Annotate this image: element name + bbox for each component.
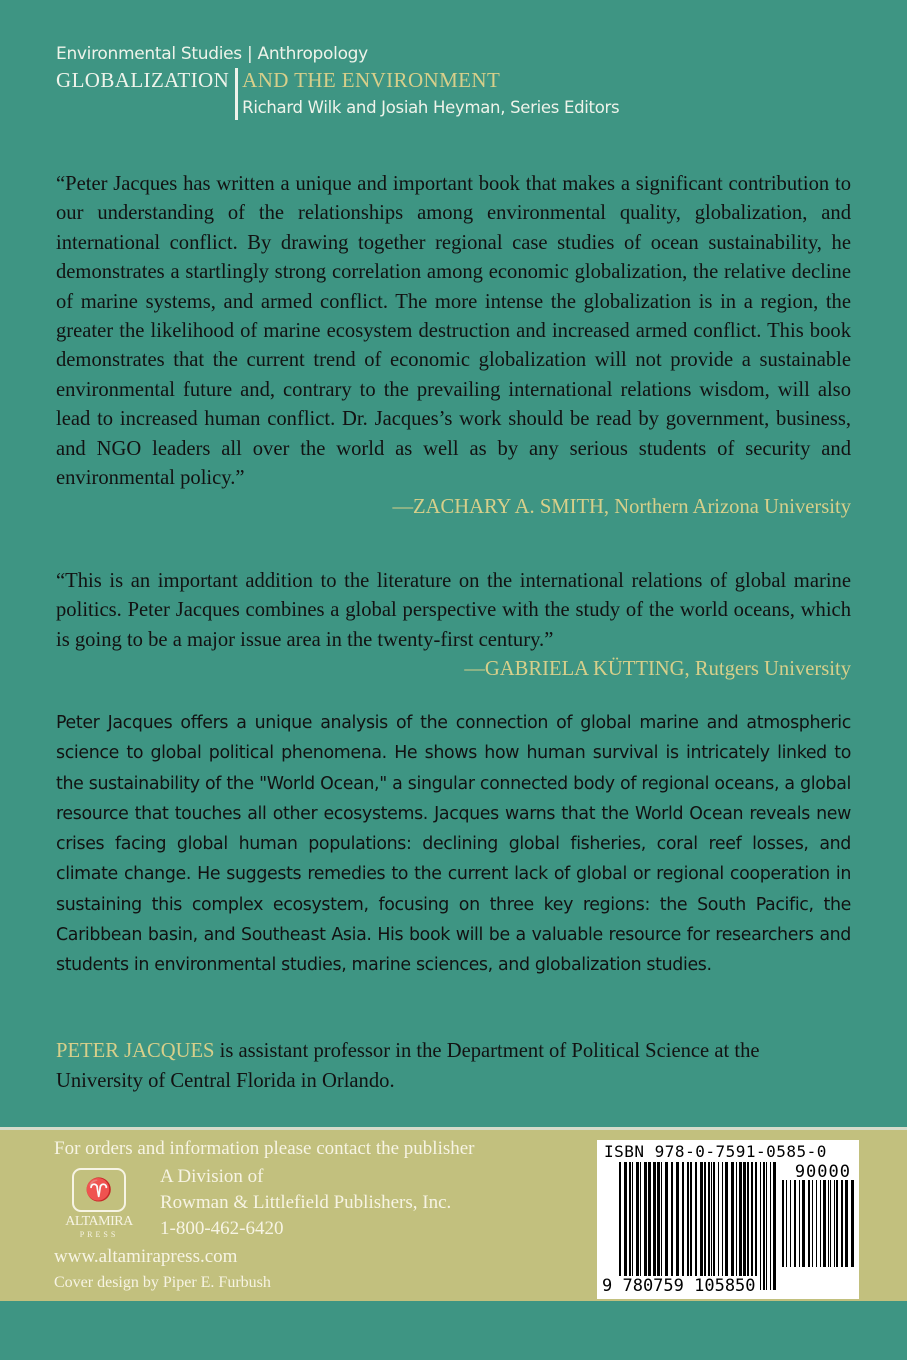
barcode-bar: [820, 1180, 821, 1267]
ean-number: 9 780759 105850: [602, 1276, 756, 1296]
barcode-bar: [648, 1162, 651, 1290]
barcode-bar: [640, 1162, 641, 1290]
barcode-bar: [808, 1180, 810, 1267]
barcode-bar: [799, 1180, 800, 1267]
phone-number: 1-800-462-6420: [160, 1218, 284, 1239]
barcode-bar: [711, 1162, 712, 1290]
barcode-bar: [687, 1162, 689, 1290]
series-title-part2: AND THE ENVIRONMENT: [242, 68, 501, 92]
barcode-bar: [751, 1162, 753, 1290]
barcode-bar: [708, 1162, 710, 1290]
website-link[interactable]: www.altamirapress.com: [54, 1246, 238, 1267]
barcode-bar: [786, 1180, 787, 1267]
endorsement-attribution: —GABRIELA KÜTTING, Rutgers University: [464, 658, 851, 681]
parent-publisher: Rowman & Littlefield Publishers, Inc.: [160, 1192, 452, 1213]
barcode-bar: [747, 1162, 749, 1290]
barcode-bar: [794, 1180, 796, 1267]
price-code: 90000: [794, 1162, 851, 1182]
barcode-bar: [695, 1162, 697, 1290]
isbn-barcode: [597, 1140, 859, 1299]
barcode-bar: [690, 1162, 692, 1290]
division-line: A Division of: [160, 1166, 264, 1187]
barcode-bar: [841, 1180, 843, 1267]
barcode-bar: [736, 1162, 737, 1290]
barcode-bar: [760, 1162, 761, 1290]
barcode-bar: [722, 1162, 723, 1290]
barcode-bar: [845, 1180, 848, 1267]
barcode-bar: [725, 1162, 728, 1290]
barcode-bar: [830, 1180, 831, 1267]
series-header: [56, 44, 619, 120]
barcode-bar: [653, 1162, 656, 1290]
barcode-bar: [700, 1162, 703, 1290]
altamira-logo: [54, 1168, 144, 1240]
barcode-bar: [665, 1162, 668, 1290]
endorsement-1: [56, 170, 851, 523]
barcode-bar: [836, 1180, 838, 1267]
barcode-bar: [802, 1180, 805, 1267]
barcode-bar: [823, 1180, 826, 1267]
logo-name: ALTAMIRA: [65, 1214, 133, 1229]
barcode-bar: [661, 1162, 662, 1290]
barcode-bar: [713, 1162, 715, 1290]
author-bio-text: is assistant professor in the Department of Political Science at the University of Central Florida in Orlando.: [56, 1040, 760, 1092]
logo-sub: PRESS: [79, 1230, 119, 1239]
barcode-bar: [834, 1180, 835, 1267]
barcode-bar: [743, 1162, 746, 1290]
barcode-bar: [632, 1162, 633, 1290]
barcode-bar: [812, 1180, 813, 1267]
endorsement-quote: “Peter Jacques has written a unique and important book that makes a significant contribution to our understanding of the relationships among environmental quality, globalization, and international conflict. By drawing together regional case studies of ocean sustainability, he demonstrates a startlingly strong correlation among economic globalization, the relative decline of marine systems, and armed conflict. The more intense the globalization is in a region, the greater the likelihood of marine ecosystem destruction and increased armed conflict. This book demonstrates that the current trend of economic globalization will not provide a sustainable environmental future and, contrary to the prevailing international relations wisdom, will also lead to increased human conflict. Dr. Jacques’s work should be read by government, business, and NGO leaders all over the world as well as by any serious students of security and environmental policy.”: [56, 173, 851, 490]
barcode-bar: [657, 1162, 660, 1290]
endorsement-attribution: —ZACHARY A. SMITH, Northern Arizona University: [392, 496, 851, 519]
barcode-bar: [851, 1180, 854, 1267]
barcode-bar: [816, 1180, 817, 1267]
barcode-bar: [636, 1162, 639, 1290]
endorsement-2: [56, 567, 851, 685]
barcode-bar: [763, 1162, 765, 1290]
barcode-bar: [782, 1180, 784, 1267]
barcode-bar: [731, 1162, 734, 1290]
barcode-bar: [629, 1162, 631, 1290]
isbn-label: ISBN 978-0-7591-0585-0: [604, 1142, 827, 1161]
barcode-bar: [773, 1162, 776, 1290]
barcode-bar: [755, 1162, 757, 1290]
barcode-bar: [828, 1180, 829, 1267]
barcode-bar: [671, 1162, 673, 1290]
barcode-bar: [619, 1162, 621, 1290]
series-editors: Richard Wilk and Josiah Heyman, Series Editors: [242, 98, 620, 117]
barcode-bar: [739, 1162, 742, 1290]
barcode-bar: [766, 1162, 767, 1290]
author-bio: [56, 1036, 851, 1096]
author-name: PETER JACQUES: [56, 1040, 215, 1062]
barcode-bar: [624, 1162, 627, 1290]
divider-rule: [235, 68, 238, 120]
endorsement-quote: “This is an important addition to the literature on the international relations of global marine politics. Peter Jacques combines a global perspective with the study of the world oceans, which is going to be a major issue area in the twenty-first century.”: [56, 570, 851, 651]
barcode-bar: [770, 1162, 771, 1290]
barcode-bar: [704, 1162, 706, 1290]
barcode-bar: [682, 1162, 684, 1290]
contact-line: For orders and information please contact the publisher: [54, 1138, 475, 1159]
category-label: Environmental Studies | Anthropology: [56, 44, 368, 64]
book-description: Peter Jacques offers a unique analysis of the connection of global marine and atmospheric science to global political phenomena. He shows how human survival is intricately linked to the sustainability of the "World Ocean," a singular connected body of regional oceans, a global resource that touches all other ecosystems. Jacques warns that the World Ocean reveals new crises facing global human populations: declining global fisheries, coral reef losses, and climate change. He suggests remedies to the current lack of global or regional cooperation in sustaining this complex ecosystem, focusing on three key regions: the South Pacific, the Caribbean basin, and Southeast Asia. His book will be a valuable resource for researchers and students in environmental studies, marine sciences, and globalization studies.: [56, 713, 851, 976]
barcode-bar: [718, 1162, 719, 1290]
barcode-bar: [790, 1180, 791, 1267]
barcode-bar: [644, 1162, 647, 1290]
barcode-bar: [676, 1162, 679, 1290]
cover-credit: Cover design by Piper E. Furbush: [54, 1274, 271, 1291]
series-title-part1: GLOBALIZATION: [56, 68, 230, 92]
ram-icon: ♈: [72, 1168, 126, 1212]
